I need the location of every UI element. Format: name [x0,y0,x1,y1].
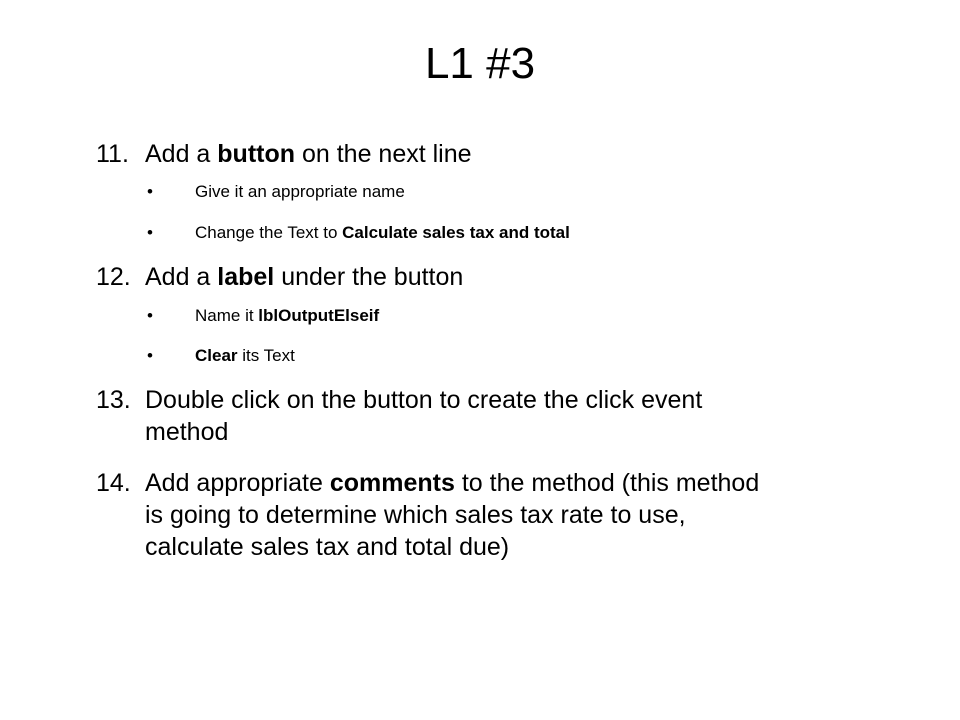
text-segment: Add appropriate [145,469,330,497]
bullet-icon: • [147,346,153,365]
bullet-icon: • [147,182,153,201]
text-line: method [145,418,229,446]
text-segment: its Text [237,346,295,365]
item-number: 12. [96,263,131,291]
text-segment: Change the Text to [195,223,343,242]
bullet-text [195,344,295,368]
text-segment: under the button [274,263,464,291]
bullet-icon: • [147,223,153,242]
item-number: 14. [96,469,131,497]
item-number: 13. [96,386,131,414]
text-line: calculate sales tax and total due) [145,533,510,561]
text-segment: Name it [195,306,259,325]
item-text [145,261,895,293]
text-segment: to the method (this method [454,469,760,497]
bullet-icon: • [147,306,153,325]
bold-term-clear: Clear [195,346,238,365]
text-segment: Add a [145,263,218,291]
item-text [145,138,895,170]
bold-term-caption: Calculate sales tax and total [342,223,570,242]
item-text [145,384,895,448]
bullet-text [195,304,379,328]
item-number: 11. [96,140,129,168]
text-segment: Add a [145,140,218,168]
item-text [145,467,895,563]
bold-term-comments: comments [329,469,455,497]
slide-title: L1 #3 [424,39,536,88]
bold-term-label: label [217,263,275,291]
bold-term-name: lblOutputElseif [258,306,380,325]
text-line: Double click on the button to create the click event [145,386,703,414]
bullet-text [195,221,570,245]
bullet-text: Give it an appropriate name [195,182,405,201]
bold-term-button: button [217,140,296,168]
text-line: is going to determine which sales tax rate to use, [145,501,686,529]
text-segment: on the next line [295,140,472,168]
text-line [145,467,895,499]
